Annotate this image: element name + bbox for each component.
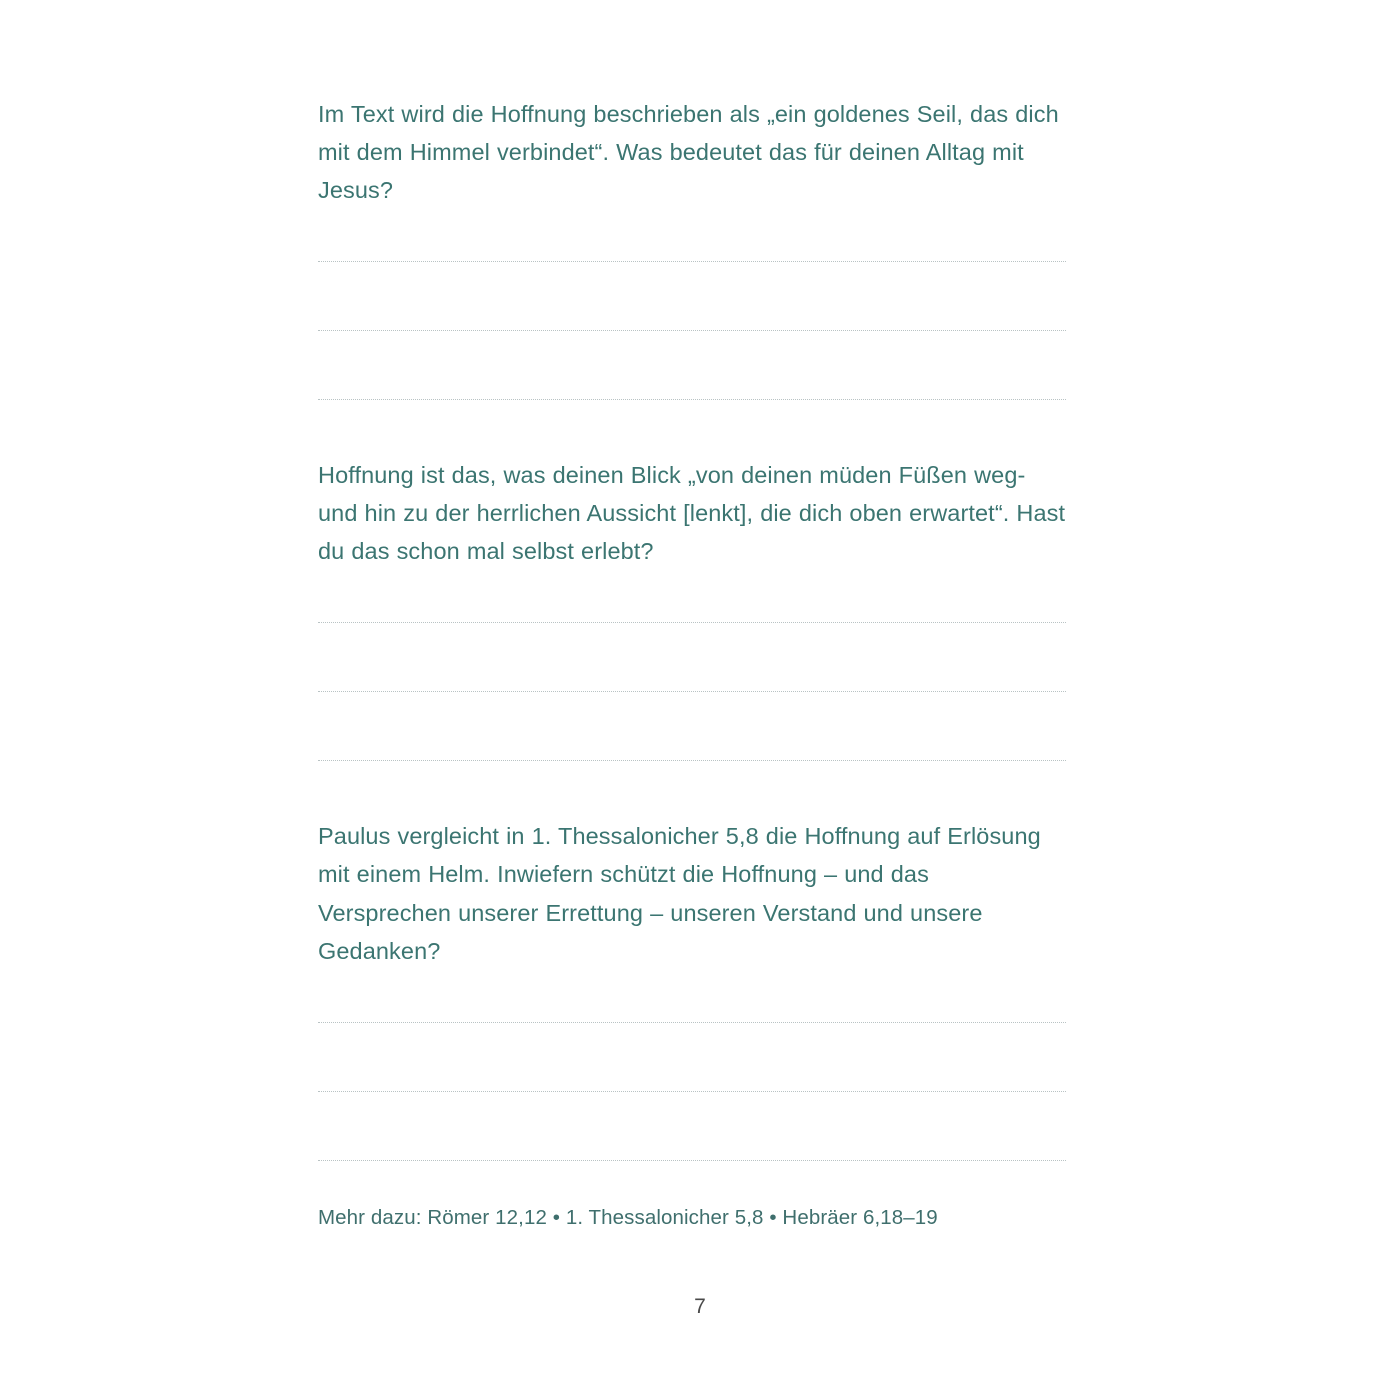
question-block-1: [318, 95, 1066, 400]
answer-line[interactable]: [318, 691, 1066, 692]
section-spacer: [318, 400, 1066, 456]
answer-line[interactable]: [318, 1022, 1066, 1023]
question-block-2: [318, 456, 1066, 761]
answer-lines-1: [318, 261, 1066, 400]
answer-line[interactable]: [318, 622, 1066, 623]
further-reading-note: Mehr dazu: Römer 12,12 • 1. Thessalonicher 5,8 • Hebräer 6,18–19: [318, 1205, 938, 1229]
question-text-3: Paulus vergleicht in 1. Thessalonicher 5,8 die Hoffnung auf Erlösung mit einem Helm. Inwiefern schützt die Hoffnung – und das Versprechen unserer Errettung – unseren Verstand und unsere Gedanken?: [318, 823, 1041, 964]
answer-line[interactable]: [318, 261, 1066, 262]
question-text-1: Im Text wird die Hoffnung beschrieben als „ein goldenes Seil, das dich mit dem Himmel verbindet“. Was bedeutet das für deinen Alltag mit Jesus?: [318, 101, 1059, 204]
answer-lines-2: [318, 622, 1066, 761]
question-text-2: Hoffnung ist das, was deinen Blick „von deinen müden Füßen weg- und hin zu der herrlichen Aussicht [lenkt], die dich oben erwartet“. Hast du das schon mal selbst erlebt?: [318, 462, 1066, 565]
page-content: [318, 95, 1066, 1233]
answer-line[interactable]: [318, 1091, 1066, 1092]
footnote-spacer: [318, 1161, 1066, 1203]
section-spacer: [318, 761, 1066, 817]
question-block-3: [318, 817, 1066, 1160]
answer-line[interactable]: [318, 330, 1066, 331]
answer-lines-3: [318, 1022, 1066, 1161]
page-number: 7: [694, 1295, 706, 1318]
